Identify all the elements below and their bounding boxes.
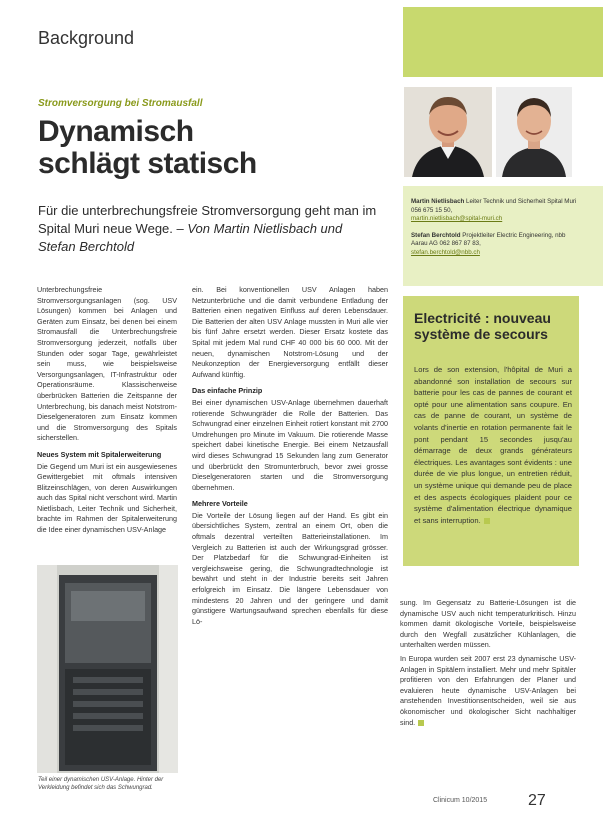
contact-2-name: Stefan Berchtold [411,231,461,239]
box-text [414,364,572,526]
contact-1-email[interactable]: martin.nietlisbach@spital-muri.ch [411,215,503,223]
col1-subheading: Neues System mit Spitalerweiterung [37,449,162,459]
lead-text [38,202,378,256]
portrait-1-image [404,87,492,177]
french-summary-box [403,296,579,566]
contact-2-text: Projektleiter Electric Engineering, nbb Aarau AG 062 867 87 83, [411,231,566,248]
title-line-1: Dynamisch [38,115,194,148]
article-title [38,116,378,180]
contact-2-email[interactable]: stefan.berchtold@nbb.ch [411,248,480,256]
contact-1-name: Martin Nietlisbach [411,198,465,205]
col2-paragraph-1: ein. Bei konventionellen USV Anlagen haben Netzunterbrüche und die damit verbundene Entladung der Batterien einen negativen Einfluss auf deren Lebensdauer. Die Batterien der alten USV Anlage mussten in Muri alle vier bis fünf Jahre ersetzt werden. Dieser Ersatz kostete das Spital mit jedem Mal rund CHF 40 000 bis 60 000. Mit der neuen, dynamischen Notstrom-Lösung und der Neukonzeption der Energieversorgung entfällt dieser Aufwand künftig. [192,285,388,379]
col2-paragraph-2: Bei einer dynamischen USV-Anlage übernehmen dauerhaft rotierende Schwungräder die Rolle der Batterien. Das Schwungrad einer einzelnen Einheit rotiert konstant mit 2700 Umdrehungen pro Minute im Vakuum. Die rotierende Masse speichert dabei kinetische Energie. Bei einem Netzausfall wird dieses Schwungrad 15 Sekunden lang zum Generator und überbrückt den Stromunterbruch, bevor zwei grosse Dieselgeneratoren starten und die Stromversorgung übernehmen. [192,397,388,492]
lead-authors: Von Martin Nietlisbach und Stefan Berchtold [38,221,343,254]
col3-paragraph-1: sung. Im Gegensatz zu Batterie-Lösungen ist die dynamische USV auch nicht temperaturkritisch. Hinzu kommen damit ökologische Vorteile, beispielsweise durch den Wegfall zusätzlicher Kühlanlagen, die unterhalten werden müssen. [400,598,576,650]
portrait-stefan-berchtold [496,87,572,177]
ups-photo-image [37,565,178,773]
folio: Clinicum 10/2015 [433,797,488,804]
col1-paragraph-1: Unterbrechungsfreie Stromversorgungsanlagen (sog. USV Lösungen) kommen bei Anlagen und Geräten zum Einsatz, bei denen bei einem Stromausfall die Unterbrechungsfreie Stromversorgung jederzeit, notfalls über Stunden oder sogar Tage, gewährleistet sein muss, wie beispielsweise Versorgungsanlagen, IT-Infrastruktur oder Operationsräume. Klassischerweise überbrücken Batterien die Zeitspanne der Unterbrechung, bis danach meist Notstrom-Dieselgeneratoren zum Einsatz kommen und die Stromversorgung des Spitals sicherstellen. [37,285,177,443]
col2-subheading-2: Mehrere Vorteile [192,499,248,509]
col2-subheading-1: Das einfache Prinzip [192,386,263,396]
section-label: Background [38,28,135,48]
column-3 [400,598,576,731]
page-number: 27 [528,792,546,809]
title-line-2: schlägt statisch [38,147,257,180]
col2-paragraph-3: Die Vorteile der Lösung liegen auf der Hand. Es gibt ein übersichtliches System, zentral an einem Ort, oben die oftmals dezentral verteilten Batterieinstallationen. Im Vergleich zu Batterien ist auch der Wirkungsgrad grösser. Der Platzbedarf für die Schwungrad-Einheiten ist vergleichsweise gering, die Schwungradtechnologie ist bewährt und steht in der Industrie bereits seit Jahren erfolgreich im Einsatz. Die längere Lebensdauer von mindestens 20 Jahren und der geringere und damit günstigere Wartungsaufwand sprechen ebenfalls für diese Lö- [192,510,388,626]
contact-1 [411,198,581,224]
kicker: Stromversorgung bei Stromausfall [38,98,203,109]
ups-photo [37,565,178,773]
decorative-green-block [403,7,603,77]
portrait-martin-nietlisbach [404,87,492,177]
portrait-2-image [496,87,572,177]
col3-paragraph-2-body: In Europa wurden seit 2007 erst 23 dynamische USV-Anlagen in Spitälern installiert. Mehr und mehr Spitäler profitieren von den Erfahrungen der Planer und evaluieren heute dynamische USV-Anlagen bei anstehenden Investitionsentscheiden, weil sie aus ökonomischer und ökologischer Sicht nachhaltiger sind. [400,653,576,727]
col3-paragraph-2 [400,654,576,728]
col1-paragraph-2: Die Gegend um Muri ist ein ausgewiesenes Gewittergebiet mit oftmals intensiven Blitzeinschlägen, von deren Auswirkungen auch das Spital nicht verschont wird. Martin Nietlisbach, Leiter Technik und Sicherheit, brachte im Rahmen der Spitalerweiterung die Idee einer dynamischen USV-Anlage [37,461,177,535]
end-mark-icon [418,720,424,726]
box-body: Lors de son extension, l'hôpital de Muri a abandonné son installation de secours sur batterie pour les cas de pannes de courant et opté pour une alimentation sans coupure. En cas de panne de courant, un système de volants d'inertie en rotation permanente fait le pont pendant 15 secondes jusqu'au démarrage de deux grands générateurs électriques. Les avantages sont évidents : une durée de vie plus longue, un entretien réduit, un système unique qui demande peu de place et des aspects écologiques plaident pour ce système d'alimentation électrique dynamique et sans interruption. [414,365,572,525]
column-2 [192,285,388,630]
column-1 [37,285,177,539]
contact-1-text: Leiter Technik und Sicherheit Spital Muri 056 675 15 50, [411,198,577,214]
photo-caption: Teil einer dynamischen USV-Anlage. Hinter der Verkleidung befindet sich das Schwungrad. [38,777,164,791]
lead-body: Für die unterbrechungsfreie Stromversorgung geht man im Spital Muri neue Wege. – [38,203,377,236]
contact-info [411,198,581,258]
end-mark-icon [484,518,490,524]
box-title: Electricité : nouveau système de secours [414,310,551,342]
contact-2 [411,232,581,258]
